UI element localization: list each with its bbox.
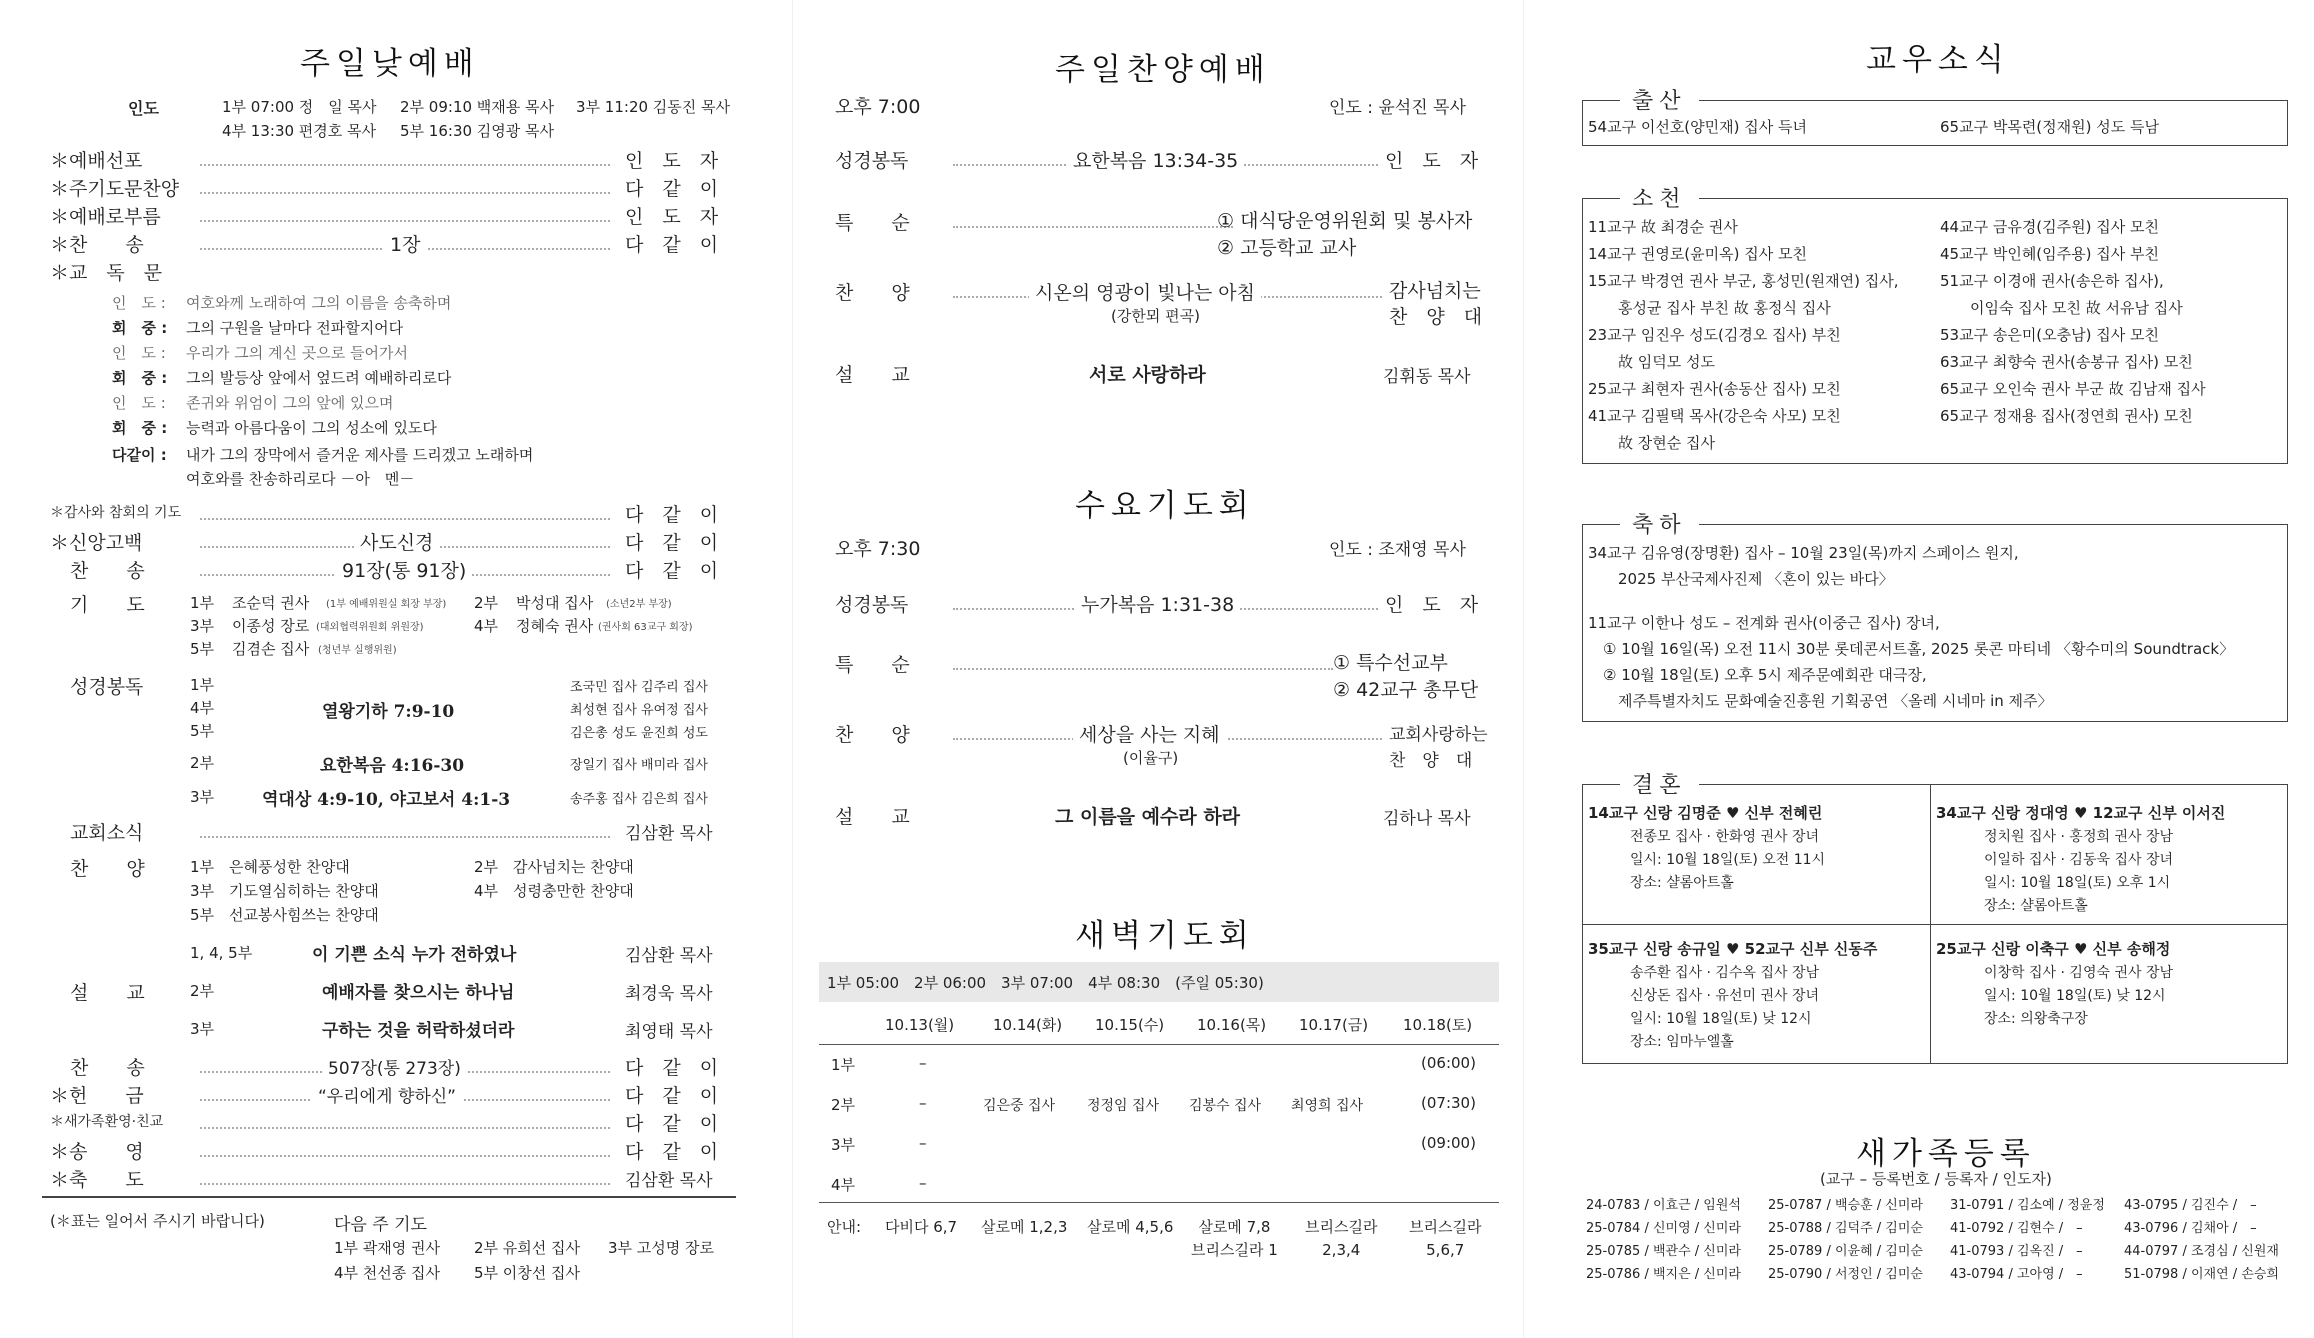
order-label: ＊찬 송 [50,234,144,256]
order-mid: 사도신경 [354,528,439,555]
order-label: 찬 송 [70,1057,145,1079]
order-right: 다 같 이 [625,1057,719,1079]
next-prayer-title: 다음 주 기도 [334,1215,427,1235]
order-label: ＊예배선포 [50,150,143,172]
wednesday-time: 오후 7:30 [835,538,921,560]
wednesday-service-title: 수요기도회 [1075,488,1255,524]
order-right: 다 같 이 [625,1113,719,1135]
order-label: ＊주기도문찬양 [50,178,180,200]
order-right: 다 같 이 [625,234,719,256]
new-family-title: 새가족등록 [1856,1136,2036,1172]
leader-4: 4부 13:30 편경호 목사 [222,122,377,140]
birth-item: 54교구 이선호(양민재) 집사 득녀 [1588,118,1807,136]
birth-title: 출산 [1620,84,1699,115]
order-right: 김삼환 목사 [625,824,713,844]
dotted-leader [200,836,610,838]
dotted-leader [200,1155,610,1157]
order-label: ＊축 도 [50,1169,144,1191]
dotted-leader [200,220,610,222]
order-label: ＊감사와 참회의 기도 [50,505,182,521]
dawn-prayer-title: 새벽기도회 [1075,918,1255,954]
morning-service-column: 주일낮예배 인도 1부 07:00 정 일 목사 2부 09:10 백재용 목사 3부 11:20 김동진 목사 4부 13:30 편경호 목사 5부 16:30 김영광 목사 ＊예배선포 인 도 자 ＊주기도문찬양 다 같 이 ＊예배로부름 인 도 자 ＊찬 송 1장 다 같 이 ＊교 독 문 인 도 : 여호와께 노래하여 그의 이름을 송축하며 회 중 : 그의 구원을 날마다 전파할지어다 인 도 : 우리가 그의 계신 곳으로 들어가서 회 중 : 그의 발등상 앞에서 엎드려 예배하리로다 인 도 : 존귀와 위엄이 그의 앞에 있으며 회 중 : 능력과 아름다움이 그의 성소에 있도다 다같이 : 내가 그의 장막에서 즐거운 제사를 드리겠고 노래하며 여호와를 찬송하리로다 －아 멘－ ＊감사와 참회의 기도 다 같 이 ＊신앙고백 사도신경 다 같 이 찬 송 91장(통 91장) 다 같 이 기 도 1부 조순덕 권사 (1부 예배위원실 회장 부장) 2부 박성대 집사 (소년2부 부장) 3부 이종성 장로 (대외협력위원회 위원장) 4부 정혜숙 권사 (권사회 63교구 회장) 5부 김겸손 집사 (청년부 실행위원) 성경봉독 1부 4부 5부 열왕기하 7:9-10 조국민 집사 김주리 집사 최성현 집사 유여정 집사 김은총 성도 윤진희 성도 2부 요한복음 4:16-30 장일기 집사 배미라 집사 3부 역대상 4:9-10, 야고보서 4:1-3 송주홍 집사 김은희 집사 교회소식 김삼환 목사 찬 양 1부 은혜풍성한 찬양대 2부 감사넘치는 찬양대 3부 기도열심히하는 찬양대 4부 성령충만한 찬양대 5부 선교봉사힘쓰는 찬양대 설 교 1, 4, 5부 이 기쁜 소식 누가 전하였나 김삼환 목사 2부 예배자를 찾으시는 하나님 최경욱 목사 3부 구하는 것을 허락하셨더라 최영태 목사 찬 송 507장(통 273장) 다 같 이 ＊헌 금 “우리에게 향하신” 다 같 이 ＊새가족환영·친교 다 같 이 ＊송 영 다 같 이 ＊축 도 김삼환 목사 (＊표는 일어서 주시기 바랍니다) 다음 주 기도 1부 곽재영 권사 2부 유희선 집사 3부 고성명 장로 4부 천선종 집사 5부 이창선 집사 [0,0,792,1338]
dotted-leader [200,518,610,520]
order-right: 다 같 이 [625,178,719,200]
dotted-leader [200,1127,610,1129]
dotted-leader [200,1183,610,1185]
order-label: ＊예배로부름 [50,206,161,228]
order-label: ＊신앙고백 [50,532,143,554]
leader-2: 2부 09:10 백재용 목사 [400,98,555,116]
birth-item: 65교구 박목련(정재원) 성도 득남 [1940,118,2159,136]
leader-label: 인도 [128,99,159,118]
divider [42,1196,736,1198]
order-right: 김삼환 목사 [625,1171,713,1191]
responsive-reading-label: ＊교 독 문 [50,262,163,284]
congrats-title: 축하 [1620,508,1699,539]
order-label: ＊송 영 [50,1141,144,1163]
order-label: ＊헌 금 [50,1085,144,1107]
choir-label: 찬 양 [70,858,145,880]
church-news-column: 교우소식 출산 54교구 이선호(양민재) 집사 득녀 65교구 박목련(정재원) 성도 득남 소천 11교구 故 최경순 권사 14교구 권영로(윤미옥) 집사 모친 15교구 박경연 권사 부군, 홍성민(원재연) 집사, 홍성균 집사 부친 故 홍정식 집사 23교구 임진우 성도(김경오 집사) 부친 故 임덕모 성도 25교구 최현자 권사(송동산 집사) 모친 41교구 김필택 목사(강은숙 사모) 모친 故 장현순 집사 44교구 금유경(김주원) 집사 모친 45교구 박인혜(임주용) 집사 부친 51교구 이경애 권사(송은하 집사), 이임숙 집사 모친 故 서유남 집사 53교구 송은미(오충남) 집사 모친 63교구 최향숙 권사(송봉규 집사) 모친 65교구 오인숙 권사 부군 故 김남재 집사 65교구 정재용 집사(정연희 권사) 모친 축하 34교구 김유영(장명환) 집사 – 10월 23일(목)까지 스페이스 원지, 2025 부산국제사진제 〈혼이 있는 바다〉 11교구 이한나 성도 – 전계화 권사(이중근 집사) 장녀, ① 10월 16일(목) 오전 11시 30분 롯데콘서트홀, 2025 롯콘 마티네 〈황수미의 Soundtrack〉 ② 10월 18일(토) 오후 5시 제주문예회관 대극장, 제주특별자치도 문화예술진흥원 기획공연 〈올레 시네마 in 제주〉 결혼 14교구 신랑 김명준 ♥ 신부 전혜린 전종모 집사 · 한화영 권사 장녀 일시: 10월 18일(토) 오전 11시 장소: 샬롬아트홀 34교구 신랑 정대영 ♥ 12교구 신부 이서진 정치원 집사 · 홍정희 권사 장남 이일하 집사 · 김동욱 집사 장녀 일시: 10월 18일(토) 오후 1시 장소: 샬롬아트홀 35교구 신랑 송규일 ♥ 52교구 신부 신동주 송주환 집사 · 김수옥 집사 장남 신상돈 집사 · 유선미 권사 장녀 일시: 10월 18일(토) 낮 12시 장소: 임마누엘홀 25교구 신랑 이축구 ♥ 신부 송해정 이창학 집사 · 김영숙 권사 장남 일시: 10월 18일(토) 낮 12시 장소: 의왕축구장 새가족등록 (교구 – 등록번호 / 등록자 / 인도자) 24-0783 / 이효근 / 임원석 25-0787 / 백승훈 / 신미라 31-0791 / 김소예 / 정윤정 43-0795 / 김진수 / – 25-0784 / 신미영 / 신미라 25-0788 / 김덕주 / 김미순 41-0792 / 김현수 / – 43-0796 / 김채아 / – 25-0785 / 백관수 / 신미라 25-0789 / 이윤혜 / 김미순 41-0793 / 김옥진 / – 44-0797 / 조경심 / 신원재 25-0786 / 백지은 / 신미라 25-0790 / 서정인 / 김미순 43-0794 / 고아영 / – 51-0798 / 이재연 / 손승희 [1524,0,2314,1338]
order-right: 다 같 이 [625,560,719,582]
order-mid: 1장 [384,230,426,257]
sermon-label: 설 교 [70,982,145,1004]
funeral-title: 소천 [1620,182,1699,213]
order-right: 다 같 이 [625,1141,719,1163]
new-family-subtitle: (교구 – 등록번호 / 등록자 / 인도자) [1820,1170,2052,1188]
leader-3: 3부 11:20 김동진 목사 [576,98,731,116]
evening-services-column: 주일찬양예배 오후 7:00 인도 : 윤석진 목사 성경봉독 요한복음 13:34-35 인 도 자 특 순 ① 대식당운영위원회 및 봉사자 ② 고등학교 교사 찬 양 시온의 영광이 빛나는 아침 (강한뫼 편곡) 감사넘치는 찬 양 대 설 교 서로 사랑하라 김휘동 목사 수요기도회 오후 7:30 인도 : 조재영 목사 성경봉독 누가복음 1:31-38 인 도 자 특 순 ① 특수선교부 ② 42교구 총무단 찬 양 세상을 사는 지혜 (이율구) 교회사랑하는 찬 양 대 설 교 그 이름을 예수라 하라 김하나 목사 새벽기도회 1부 05:00 2부 06:00 3부 07:00 4부 08:30 (주일 05:30) 10.13(월) 10.14(화) 10.15(수) 10.16(목) 10.17(금) 10.18(토) 1부 – (06:00) 2부 – 김은중 집사 정정임 집사 김봉수 집사 최영희 집사 (07:30) 3부 – (09:00) 4부 – 안내: 다비다 6,7 살로메 1,2,3 살로메 4,5,6 살로메 7,8 브리스길라 1 브리스길라 2,3,4 브리스길라 5,6,7 [792,0,1524,1338]
order-mid: “우리에게 향하신” [312,1082,462,1107]
prayer-label: 기 도 [70,594,145,616]
order-mid: 507장(통 273장) [322,1054,467,1079]
order-label: 찬 송 [70,560,145,582]
order-mid: 91장(통 91장) [336,556,472,583]
evening-time: 오후 7:00 [835,96,921,118]
order-right: 다 같 이 [625,504,719,526]
evening-leader: 인도 : 윤석진 목사 [1329,98,1466,118]
evening-service-title: 주일찬양예배 [1055,52,1271,88]
order-right: 인 도 자 [625,206,719,228]
church-news-title: 교우소식 [1866,42,2010,78]
leader-1: 1부 07:00 정 일 목사 [222,98,377,116]
order-label: 교회소식 [70,822,144,844]
dotted-leader [200,164,610,166]
morning-service-title: 주일낮예배 [300,46,480,82]
standing-footnote: (＊표는 일어서 주시기 바랍니다) [50,1212,265,1230]
order-label: ＊새가족환영·친교 [50,1114,164,1130]
wednesday-leader: 인도 : 조재영 목사 [1329,540,1466,560]
order-right: 다 같 이 [625,532,719,554]
leader-5: 5부 16:30 김영광 목사 [400,122,555,140]
order-right: 다 같 이 [625,1085,719,1107]
wedding-title: 결혼 [1620,768,1699,799]
scripture-label: 성경봉독 [70,676,144,698]
dawn-times: 1부 05:00 2부 06:00 3부 07:00 4부 08:30 (주일 05:30) [827,974,1264,992]
dotted-leader [200,192,610,194]
order-right: 인 도 자 [625,150,719,172]
